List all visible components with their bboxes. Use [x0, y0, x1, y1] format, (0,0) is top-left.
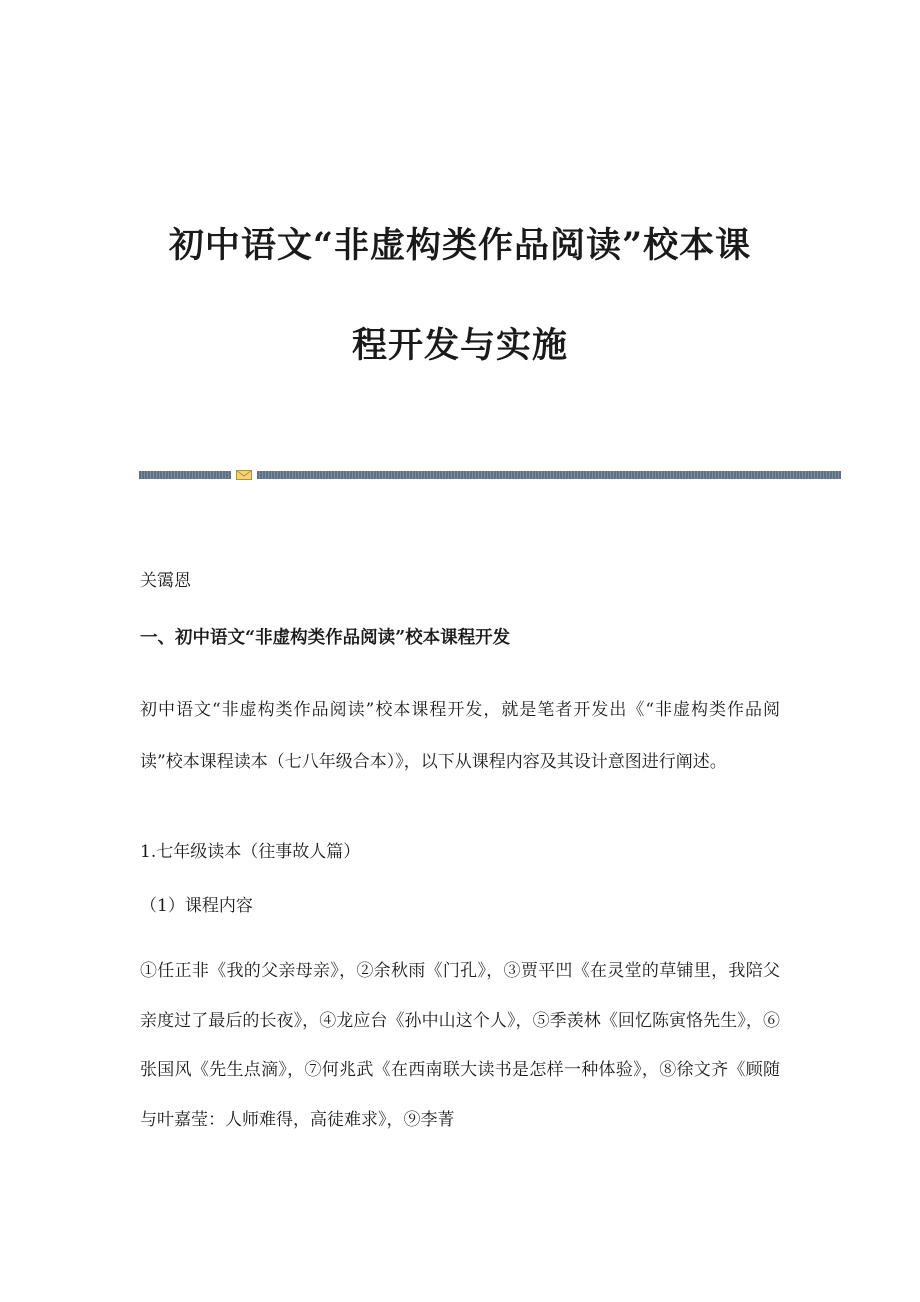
content-paragraph: ①任正非《我的父亲母亲》，②余秋雨《门孔》，③贾平凹《在灵堂的草铺里，我陪父亲度过了最后的长夜》，④龙应台《孙中山这个人》，⑤季羡林《回忆陈寅恪先生》，⑥张国风《先生点滴》，⑦何兆武《在西南联大读书是怎样一种体验》，⑧徐文齐《顾随与叶嘉莹：人师难得，高徒难求》，⑨李菁	[140, 961, 780, 1130]
author-name: 关霭恩	[140, 571, 191, 591]
subsection-heading: 1.七年级读本（往事故人篇）	[140, 842, 361, 862]
envelope-icon	[236, 470, 252, 480]
intro-paragraph: 初中语文“非虚构类作品阅读”校本课程开发，就是笔者开发出《“非虚构类作品阅读”校本课程读本（七八年级合本）》，以下从课程内容及其设计意图进行阐述。	[140, 700, 780, 772]
divider-bar-right	[257, 471, 841, 479]
sub-subsection-heading: （1）课程内容	[140, 896, 253, 916]
document-title-line-2: 程开发与实施	[351, 325, 568, 366]
divider-bar-left	[139, 471, 231, 479]
title-divider	[139, 470, 841, 480]
document-title-line-1: 初中语文“非虚构类作品阅读”校本课	[168, 225, 752, 266]
section-heading: 一、初中语文“非虚构类作品阅读”校本课程开发	[140, 628, 511, 648]
